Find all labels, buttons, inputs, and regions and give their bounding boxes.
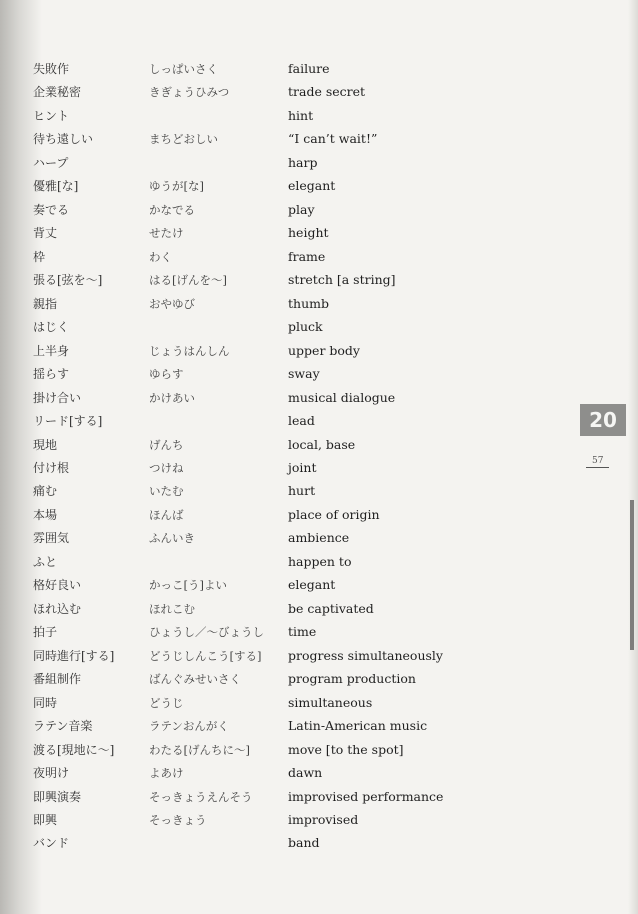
vocab-english: dawn bbox=[288, 765, 323, 781]
vocab-kanji: 同時 bbox=[33, 695, 58, 710]
vocab-row bbox=[0, 480, 560, 503]
vocab-reading: どうじ bbox=[149, 695, 184, 710]
vocab-reading: ばんぐみせいさく bbox=[149, 672, 241, 687]
vocab-kanji: ヒント bbox=[33, 108, 70, 123]
vocab-english: height bbox=[288, 225, 329, 241]
vocab-kanji: 張る[弦を〜] bbox=[33, 273, 103, 288]
vocab-english: local, base bbox=[288, 436, 356, 452]
vocab-kanji: はじく bbox=[33, 320, 70, 335]
vocab-reading: かけあい bbox=[149, 390, 195, 405]
vocab-kanji: 拍子 bbox=[33, 625, 58, 640]
vocab-kanji: 付け根 bbox=[33, 460, 70, 475]
vocab-row bbox=[0, 152, 560, 175]
vocab-kanji: 掛け合い bbox=[33, 390, 82, 405]
vocab-reading: ラテンおんがく bbox=[149, 719, 229, 734]
vocab-kanji: ラテン音楽 bbox=[33, 719, 93, 734]
vocab-row bbox=[0, 645, 560, 668]
vocab-english: progress simultaneously bbox=[288, 647, 443, 663]
vocab-reading: わく bbox=[149, 249, 172, 264]
vocab-row bbox=[0, 598, 560, 621]
vocab-english: ambience bbox=[288, 530, 350, 546]
vocab-reading: おやゆび bbox=[149, 296, 195, 311]
vocab-row bbox=[0, 387, 560, 410]
vocab-english: program production bbox=[288, 671, 416, 687]
vocab-row bbox=[0, 105, 560, 128]
vocab-reading: ふんいき bbox=[149, 531, 195, 546]
vocab-reading: ゆらす bbox=[149, 367, 184, 382]
vocab-row bbox=[0, 246, 560, 269]
vocab-row bbox=[0, 81, 560, 104]
vocab-reading: よあけ bbox=[149, 766, 184, 781]
vocab-row bbox=[0, 504, 560, 527]
vocab-row bbox=[0, 786, 560, 809]
vocab-english: lead bbox=[288, 413, 315, 429]
vocab-kanji: ハープ bbox=[33, 155, 69, 170]
vocab-kanji: 同時進行[する] bbox=[33, 648, 115, 663]
vocab-kanji: 番組制作 bbox=[33, 672, 82, 687]
vocab-row bbox=[0, 434, 560, 457]
vocab-english: hurt bbox=[288, 483, 316, 499]
vocab-english: “I can’t wait!” bbox=[288, 131, 378, 147]
vocab-english: frame bbox=[288, 248, 326, 264]
vocab-english: failure bbox=[288, 61, 330, 76]
vocab-reading: わたる[げんちに〜] bbox=[149, 742, 250, 757]
vocab-english: upper body bbox=[288, 342, 360, 358]
vocabulary-list bbox=[0, 58, 560, 856]
vocab-row bbox=[0, 175, 560, 198]
vocab-row bbox=[0, 621, 560, 644]
vocab-kanji: 上半身 bbox=[33, 343, 70, 358]
vocab-reading: つけね bbox=[149, 460, 184, 475]
vocab-reading: かっこ[う]よい bbox=[149, 578, 227, 593]
page-edge-mark bbox=[630, 500, 634, 650]
vocab-row bbox=[0, 363, 560, 386]
vocab-row bbox=[0, 832, 560, 855]
vocab-english: harp bbox=[288, 154, 318, 170]
vocab-row bbox=[0, 739, 560, 762]
vocab-reading: そっきょう bbox=[149, 813, 207, 827]
vocab-reading: しっぱいさく bbox=[149, 62, 218, 76]
vocab-english: improvised bbox=[288, 812, 359, 827]
vocab-kanji: ほれ込む bbox=[33, 601, 82, 616]
vocab-row bbox=[0, 410, 560, 433]
vocab-english: move [to the spot] bbox=[288, 741, 404, 757]
vocab-reading: ひょうし／〜びょうし bbox=[149, 625, 264, 640]
vocab-kanji: 奏でる bbox=[33, 202, 70, 217]
vocab-kanji: リード[する] bbox=[33, 414, 103, 429]
vocab-row bbox=[0, 527, 560, 550]
vocab-english: elegant bbox=[288, 577, 336, 593]
vocab-english: play bbox=[288, 201, 315, 217]
vocab-kanji: 渡る[現地に〜] bbox=[33, 742, 115, 757]
vocab-kanji: 即興演奏 bbox=[33, 789, 82, 804]
vocab-row bbox=[0, 316, 560, 339]
vocab-row bbox=[0, 128, 560, 151]
vocab-english: sway bbox=[288, 366, 320, 382]
vocab-kanji: 枠 bbox=[33, 249, 46, 264]
vocab-kanji: 揺らす bbox=[33, 367, 70, 382]
vocab-kanji: 優雅[な] bbox=[33, 179, 79, 194]
vocab-english: band bbox=[288, 835, 320, 851]
vocab-row bbox=[0, 340, 560, 363]
vocab-english: time bbox=[288, 624, 317, 640]
vocab-english: pluck bbox=[288, 319, 323, 335]
vocab-kanji: ふと bbox=[33, 554, 58, 569]
vocab-row bbox=[0, 668, 560, 691]
vocab-kanji: バンド bbox=[33, 836, 70, 851]
vocab-reading: そっきょうえんそう bbox=[149, 789, 253, 804]
vocab-english: improvised performance bbox=[288, 788, 444, 804]
vocab-kanji: 即興 bbox=[33, 813, 58, 827]
vocab-reading: きぎょうひみつ bbox=[149, 85, 230, 100]
vocab-english: trade secret bbox=[288, 84, 366, 100]
vocab-english: elegant bbox=[288, 178, 336, 194]
vocab-kanji: 待ち遠しい bbox=[33, 132, 94, 147]
vocab-reading: はる[げんを〜] bbox=[149, 273, 227, 288]
vocab-english: be captivated bbox=[288, 600, 374, 616]
vocab-english: stretch [a string] bbox=[288, 272, 396, 288]
vocab-row bbox=[0, 457, 560, 480]
vocab-kanji: 企業秘密 bbox=[33, 85, 82, 100]
vocab-reading: ゆうが[な] bbox=[149, 179, 204, 194]
vocab-row bbox=[0, 692, 560, 715]
vocab-kanji: 痛む bbox=[33, 484, 58, 499]
vocab-row bbox=[0, 551, 560, 574]
vocab-reading: まちどおしい bbox=[149, 132, 218, 147]
vocab-reading: ほんば bbox=[149, 507, 184, 522]
vocab-english: joint bbox=[288, 459, 317, 475]
vocab-english: thumb bbox=[288, 295, 329, 311]
vocab-english: simultaneous bbox=[288, 694, 373, 710]
page-edge bbox=[628, 0, 638, 914]
page-number: 57 bbox=[586, 456, 609, 468]
chapter-tab: 20 bbox=[580, 404, 626, 436]
vocab-english: happen to bbox=[288, 553, 352, 569]
vocab-english: Latin-American music bbox=[288, 718, 428, 734]
vocab-row bbox=[0, 222, 560, 245]
vocab-row bbox=[0, 58, 560, 81]
vocab-kanji: 夜明け bbox=[33, 766, 70, 781]
vocab-row bbox=[0, 809, 560, 832]
vocab-reading: かなでる bbox=[149, 202, 195, 217]
vocab-row bbox=[0, 293, 560, 316]
vocab-english: musical dialogue bbox=[288, 389, 396, 405]
vocab-reading: せたけ bbox=[149, 226, 184, 241]
vocab-row bbox=[0, 762, 560, 785]
vocab-kanji: 本場 bbox=[33, 507, 58, 522]
vocab-kanji: 格好良い bbox=[33, 578, 82, 593]
vocab-english: hint bbox=[288, 107, 314, 123]
vocab-kanji: 失敗作 bbox=[33, 62, 70, 76]
vocab-kanji: 背丈 bbox=[33, 226, 58, 241]
vocab-english: place of origin bbox=[288, 506, 380, 522]
vocab-row bbox=[0, 269, 560, 292]
vocab-kanji: 親指 bbox=[33, 296, 58, 311]
vocab-row bbox=[0, 199, 560, 222]
vocab-reading: いたむ bbox=[149, 484, 184, 499]
vocab-kanji: 雰囲気 bbox=[33, 531, 70, 546]
vocab-reading: ほれこむ bbox=[149, 601, 195, 616]
vocab-row bbox=[0, 574, 560, 597]
vocab-kanji: 現地 bbox=[33, 437, 58, 452]
vocab-reading: げんち bbox=[149, 437, 184, 452]
vocab-reading: どうじしんこう[する] bbox=[149, 648, 262, 663]
vocab-row bbox=[0, 715, 560, 738]
vocab-reading: じょうはんしん bbox=[149, 343, 230, 358]
